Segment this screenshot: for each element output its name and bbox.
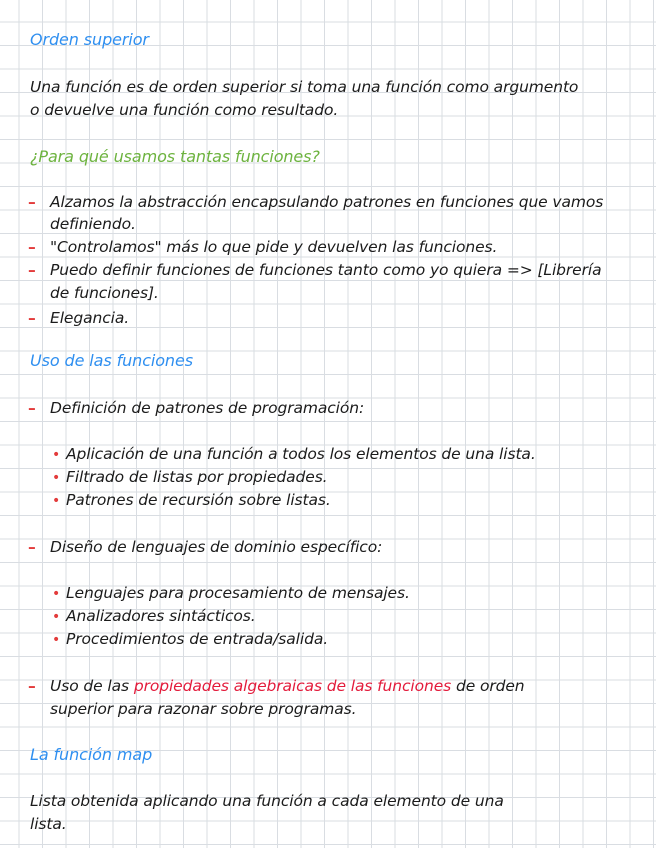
item-text: de orden — [455, 677, 525, 695]
heading-orden-superior: Orden superior — [30, 30, 149, 49]
dash-bullet-icon: – — [28, 399, 36, 417]
map-line-2: lista. — [30, 815, 67, 833]
list-item — [28, 675, 525, 697]
list-item — [28, 236, 497, 258]
intro-line-2: o devuelve una función como resultado. — [30, 101, 339, 119]
sub-list-item — [52, 489, 331, 512]
list-item — [28, 259, 602, 281]
item-text: Patrones de recursión sobre listas. — [66, 491, 331, 509]
item-text: "Controlamos" más lo que pide y devuelven las funciones. — [50, 238, 498, 256]
dash-bullet-icon: – — [28, 309, 36, 327]
item-text: Filtrado de listas por propiedades. — [66, 468, 328, 486]
dot-bullet-icon: • — [52, 632, 61, 648]
item-text: Elegancia. — [50, 309, 130, 327]
item-text: Lenguajes para procesamiento de mensajes. — [66, 584, 410, 602]
list-item — [28, 191, 603, 213]
map-line-1: Lista obtenida aplicando una función a cada elemento de una — [30, 792, 504, 810]
list-item-continuation: superior para razonar sobre programas. — [50, 700, 357, 718]
list-item-continuation: de funciones]. — [50, 284, 159, 302]
dot-bullet-icon: • — [52, 447, 61, 463]
dash-bullet-icon: – — [28, 538, 36, 556]
dash-bullet-icon: – — [28, 238, 36, 256]
list-item — [28, 307, 129, 329]
dot-bullet-icon: • — [52, 586, 61, 602]
sub-list-item — [52, 605, 256, 628]
list-item-continuation: definiendo. — [50, 215, 136, 233]
dot-bullet-icon: • — [52, 470, 61, 486]
heading-para-que: ¿Para qué usamos tantas funciones? — [30, 147, 320, 166]
dot-bullet-icon: • — [52, 493, 61, 509]
dash-bullet-icon: – — [28, 193, 36, 211]
item-text: Definición de patrones de programación: — [50, 399, 365, 417]
dash-bullet-icon: – — [28, 677, 36, 695]
intro-line-1: Una función es de orden superior si toma una función como argumento — [30, 78, 579, 96]
sub-list-item — [52, 443, 536, 466]
sub-list-item — [52, 466, 328, 489]
heading-uso: Uso de las funciones — [30, 351, 193, 370]
item-text: Alzamos la abstracción encapsulando patrones en funciones que vamos — [50, 193, 604, 211]
dot-bullet-icon: • — [52, 609, 61, 625]
list-item — [28, 397, 364, 419]
item-text: Analizadores sintácticos. — [66, 607, 256, 625]
highlighted-text: propiedades algebraicas de las funciones — [133, 677, 452, 695]
sub-list-item — [52, 628, 328, 651]
heading-map: La función map — [30, 745, 153, 764]
list-item — [28, 536, 382, 558]
dash-bullet-icon: – — [28, 261, 36, 279]
item-text: Puedo definir funciones de funciones tanto como yo quiera => [Librería — [50, 261, 602, 279]
sub-list-item — [52, 582, 410, 605]
item-text: Uso de las — [50, 677, 130, 695]
item-text: Aplicación de una función a todos los elementos de una lista. — [66, 445, 536, 463]
item-text: Diseño de lenguajes de dominio específico: — [50, 538, 383, 556]
item-text: Procedimientos de entrada/salida. — [66, 630, 329, 648]
